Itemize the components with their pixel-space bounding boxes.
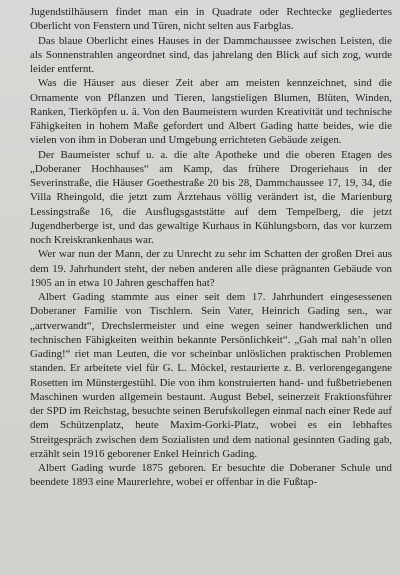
paragraph-7: Albert Gading wurde 1875 geboren. Er besuchte die Doberaner Schule und beendete 1893 eine Maurerlehre, wobei er offenbar in die Fußtap-: [30, 462, 392, 489]
paragraph-5: Wer war nun der Mann, der zu Unrecht zu sehr im Schatten der großen Drei aus dem 19. Jahrhundert steht, der neben anderen alle diese prägnanten Gebäude von 1905 an in etwa 10 Jahren geschaffen hat?: [30, 248, 392, 289]
paragraph-6: Albert Gading stammte aus einer seit dem 17. Jahrhundert eingesessenen Doberaner Familie von Tischlern. Sein Vater, Heinrich Gading sen., war „artverwandt“, Drechslermeister und eine wegen seiner handwerklichen und technischen Fähigkeiten weithin bekannte Persönlichkeit“. „Gah mal nah’n ollen Gading!“ riet man Leuten, die vor scheinbar unlöslichen praktischen Problemen standen. Er arbeitete viel für G. L. Möckel, restaurierte z. B. verlorengegangene Rosetten im Münstergestühl. Die von ihm konstruierten hand- und fußbetriebenen Maschinen wurden allgemein bestaunt. August Bebel, seinerzeit Fraktionsführer der SPD im Reichstag, besuchte seinen Berufskollegen einmal nach einer Rede auf dem Schützenplatz, heute Maxim-Gorki-Platz, wobei es ein lebhaftes Streitgespräch zwischen dem Sozialisten und dem national gesinnten Gading gab, erzählt sein 1916 geborener Enkel Heinrich Gading.: [30, 291, 392, 460]
body-text: [30, 5, 392, 490]
paragraph-2: Das blaue Oberlicht eines Hauses in der Dammchaussee zwischen Leisten, die als Sonnenstrahlen angeordnet sind, das jahrelang den Blick auf sich zog, wurde leider entfernt.: [30, 34, 392, 75]
paragraph-4: Der Baumeister schuf u. a. die alte Apotheke und die oberen Etagen des „Doberaner Hochhauses“ am Kamp, das frühere Drogeriehaus in der Severinstraße, die Häuser Goethestraße 20 bis 28, Dammchaussee 17, 19, 34, die Villa Rheingold, die jetzt zum Ärztehaus völlig verändert ist, die Marienburg Lessingstraße 16, die Ausflugsgaststätte auf dem Tempelberg, die jetzt Jugendherberge ist, und das gewaltige Kurhaus in Kühlungsborn, das vor kurzem noch Kreiskrankenhaus war.: [30, 148, 392, 246]
paragraph-3: Was die Häuser aus dieser Zeit aber am meisten kennzeichnet, sind die Ornamente von Pflanzen und Tieren, langstieligen Blumen, Blüten, Winden, Ranken, Tierköpfen u. ä. Von den Baumeistern wurden Kreativität und technische Fähigkeiten in hohem Maße gefordert und Albert Gading hatte beides, wie die vielen von ihm in Doberan und Umgebung errichteten Gebäude zeigen.: [30, 77, 392, 147]
paragraph-1: Jugendstilhäusern findet man ein in Quadrate oder Rechtecke gegliedertes Oberlicht von Fenstern und Türen, nicht selten aus Farbglas.: [30, 6, 392, 33]
